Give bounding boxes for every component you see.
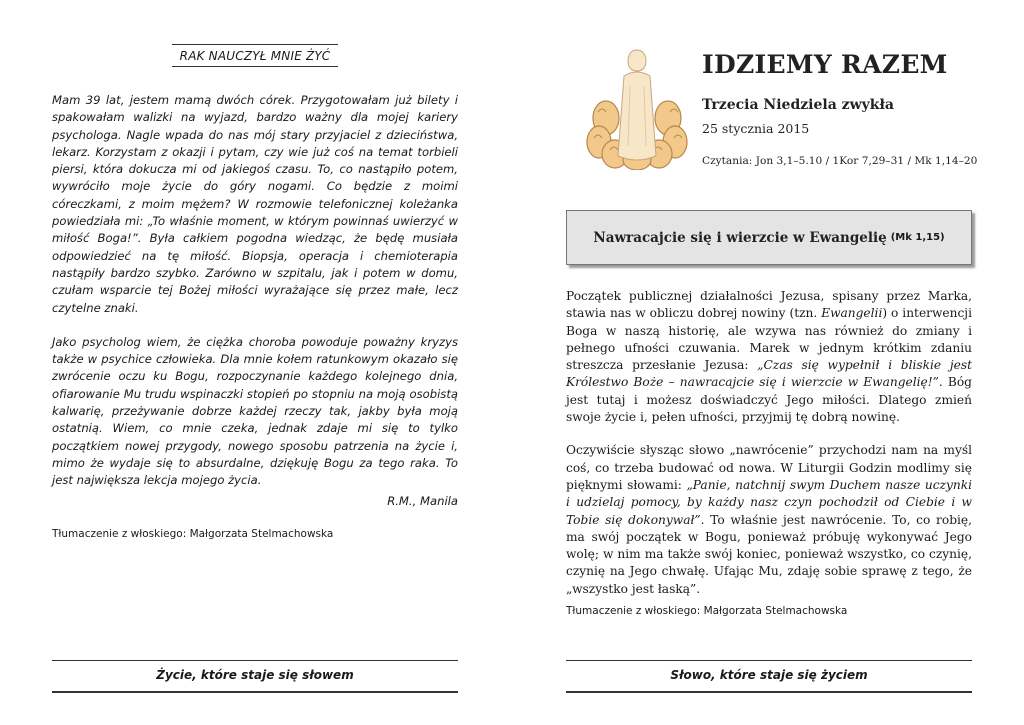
bulletin-logo [584, 46, 690, 170]
story-body [52, 92, 458, 507]
commentary-emphasis: Ewangelii [821, 306, 883, 321]
translator-note: Tłumaczenie z włoskiego: Małgorzata Stelmachowska [52, 528, 334, 540]
gospel-quote: „Czas się wypełnił i bliskie jest Królestwo Boże – nawracajcie się i wierzcie w Ewangelię!”. [566, 358, 972, 390]
readings-line: Czytania: Jon 3,1–5.10 / 1Kor 7,29–31 / Mk 1,14–20 [702, 155, 978, 167]
title-rule-bottom [172, 66, 338, 67]
commentary-text: To właśnie jest nawrócenie. To, co robię, ma swój początek w Bogu, ponieważ próbuję wykonywać Jego wolę; w nim ma także swój koniec, ponieważ wszystko, co czynię, czynię na Jego chwałę. Ufając Mu, zdaję sobie sprawę z tego, że „wszystko jest łaską”. [566, 512, 972, 596]
theme-text: Nawracajcie się i wierzcie w Ewangelię [593, 229, 887, 246]
translator-note: Tłumaczenie z włoskiego: Małgorzata Stelmachowska [566, 605, 848, 617]
commentary-body [566, 288, 972, 614]
commentary-text: ) o interwencji Boga w naszą historię, ale wzywa nas również do zmiany i pełnego ufności czuwania. Marek w jednym krótkim zdaniu streszcza przesłanie Jezusa: [566, 306, 972, 373]
right-page [512, 0, 1024, 725]
footer-rule-bottom [566, 691, 972, 693]
commentary-text: Bóg jest tutaj i możesz doświadczyć Jego miłości. Dlatego zmień swoje życie i, pełen ufności, przyjmij tę dobrą nowinę. [566, 375, 972, 425]
left-footer-text: Życie, które staje się słowem [156, 668, 354, 682]
commentary-text: Oczywiście słysząc słowo „nawrócenie” przychodzi nam na myśl coś, co trzeba budować od nowa. W Liturgii Godzin modlimy się pięknymi słowami: [566, 443, 972, 492]
theme-reference: (Mk 1,15) [890, 232, 945, 243]
right-footer-text: Słowo, które staje się życiem [670, 668, 868, 682]
prayer-quote: „Panie, natchnij swym Duchem nasze uczynki i udzielaj pomocy, by każdy nasz czyn pochodził od Ciebie i w Tobie się dokonywał”. [566, 477, 972, 527]
story-title-block [172, 44, 338, 67]
sunday-name: Trzecia Niedziela zwykła [702, 97, 894, 113]
theme-box [566, 210, 972, 265]
footer-rule-bottom [52, 691, 458, 693]
right-footer [566, 660, 972, 693]
left-footer [52, 660, 458, 693]
commentary-paragraph [566, 442, 972, 598]
commentary-text: Początek publicznej działalności Jezusa, spisany przez Marka, stawia nas w obliczu dobrej nowiny (tzn. [566, 289, 972, 321]
story-paragraph: Jako psycholog wiem, że ciężka choroba powoduje poważny kryzys także w psychice człowieka. Dla mnie kołem ratunkowym okazało się zwrócenie oczu ku Bogu, rozpoczynanie każdego kolejnego dnia, ofiarowanie Mu trudu wspinaczki stopień po stopniu na moją osobistą kalwarię, przeżywanie dobrze każdej rzeczy tak, jakby była moją ostatnią. Wiem, co mnie czeka, jednak zdaje mi się to tylko początkiem nowej przygody, nowego sposobu patrzenia na życie i, mimo że wydaje się to absurdalne, dziękuję Bogu za tego raka. To jest największa lekcja mojego życia. [52, 334, 458, 488]
story-signature: R.M., Manila [387, 494, 458, 508]
sunday-date: 25 stycznia 2015 [702, 121, 810, 136]
commentary-paragraph [566, 288, 972, 426]
story-title: RAK NAUCZYŁ MNIE ŻYĆ [179, 49, 331, 63]
bulletin-name: IDZIEMY RAZEM [702, 50, 948, 79]
christ-figure [618, 50, 656, 160]
story-paragraph: Mam 39 lat, jestem mamą dwóch córek. Przygotowałam już bilety i spakowałam walizki na wyjazd, bardzo ważny dla mojej kariery psychologa. Nagle wpada do nas mój stary przyjaciel z dzieciństwa, lekarz. Korzystam z okazji i pytam, czy wie już coś na temat torbieli piersi, która dokucza mi od jakiegoś czasu. To, co nastąpiło potem, wywróciło moje życie do góry nogami. Co będzie z moimi córeczkami, z moim mężem? W rozmowie telefonicznej koleżanka powiedziała mi: „To właśnie moment, w którym powinnaś uwierzyć w miłość Boga!”. Była całkiem pogodna wiedząc, że będę musiała odpowiedzieć na tę miłość. Biopsja, operacja i chemioterapia nastąpiły bardzo szybko. Zarówno w szpitalu, jak i potem w domu, czułam wsparcie tej Bożej miłości wyrażające się przez małe, lecz czytelne znaki. [52, 93, 458, 315]
